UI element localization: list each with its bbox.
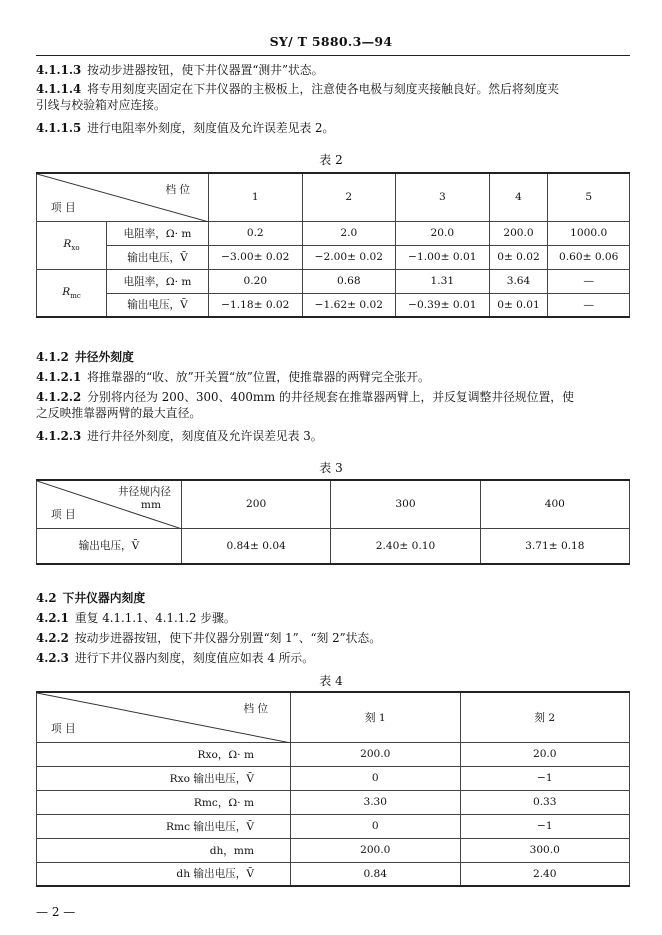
table-cell: 0.33 (460, 790, 630, 814)
section-4-1-2: 4.1.2 井径外刻度 (36, 350, 134, 364)
table3-caption: 表 3 (319, 461, 343, 475)
row-label: dh，mm (37, 838, 291, 862)
group-label-rxo: $R_{xo}$ (37, 221, 107, 269)
clause-4-2-2: 4.2.2 按动步进器按钮，使下井仪器分别置“刻 1”、“刻 2”状态。 (36, 631, 382, 645)
section-4-2: 4.2 下井仪器内刻度 (36, 591, 146, 605)
table-cell: 2.0 (302, 221, 396, 245)
gear-header: 4 (489, 173, 548, 221)
table-2 (36, 172, 630, 318)
table4-caption: 表 4 (319, 674, 343, 688)
table-cell: 0.84± 0.04 (182, 528, 331, 564)
row-label: 电阻率，Ω· m (107, 221, 209, 245)
table-cell: 20.0 (460, 742, 630, 766)
table-cell: 1.31 (396, 269, 490, 293)
diameter-header: 300 (331, 480, 480, 528)
table-cell: −1.18± 0.02 (209, 293, 303, 317)
table-cell: — (548, 293, 630, 317)
row-label: Rmc 输出电压，V̄ (37, 814, 291, 838)
clause-4-1-1-3: 4.1.1.3 按动步进器按钮，使下井仪器置“测井”状态。 (36, 63, 324, 77)
clause-4-1-2-2: 4.1.2.2 分别将内径为 200、300、400mm 的井径规套在推靠器两臂上，并反复调整井径规位置，使 之反映推靠器两臂的最大直径。 (36, 390, 574, 420)
table-cell: −2.00± 0.02 (302, 245, 396, 269)
table-cell: 0± 0.02 (489, 245, 548, 269)
table-cell: 300.0 (460, 838, 630, 862)
group-label-rmc: $R_{mc}$ (37, 269, 107, 317)
row-label: 输出电压，V̄ (107, 293, 209, 317)
table-cell: 0± 0.01 (489, 293, 548, 317)
clause-4-2-3: 4.2.3 进行下井仪器内刻度，刻度值应如表 4 所示。 (36, 651, 314, 665)
clause-4-1-1-4: 4.1.1.4 将专用刻度夹固定在下井仪器的主极板上，注意使各电极与刻度夹接触良好。然后将刻度夹 引线与校验箱对应连接。 (36, 82, 560, 112)
row-label: dh 输出电压，V̄ (37, 862, 291, 886)
table-cell: 1000.0 (548, 221, 630, 245)
row-label: 电阻率，Ω· m (107, 269, 209, 293)
table2-corner-cell: 档 位 项 目 (37, 173, 209, 221)
gear-header: 2 (302, 173, 396, 221)
table-cell: 0.60± 0.06 (548, 245, 630, 269)
clause-4-1-2-1: 4.1.2.1 将推靠器的“收、放”开关置“放”位置，使推靠器的两臂完全张开。 (36, 370, 430, 384)
gear-header: 5 (548, 173, 630, 221)
table-cell: 200.0 (489, 221, 548, 245)
row-label: 输出电压，V̄ (107, 245, 209, 269)
row-label: Rmc，Ω· m (37, 790, 291, 814)
page-header: SY/ T 5880.3—94 (269, 34, 393, 49)
table-cell: 0.68 (302, 269, 396, 293)
table2-caption: 表 2 (319, 153, 343, 167)
diameter-header: 200 (182, 480, 331, 528)
table-cell: 0.20 (209, 269, 303, 293)
table-cell: 200.0 (291, 742, 461, 766)
table-cell: 0.84 (291, 862, 461, 886)
table-cell: −1.62± 0.02 (302, 293, 396, 317)
table-cell: 3.71± 0.18 (480, 528, 629, 564)
table-cell: 200.0 (291, 838, 461, 862)
col-header: 刻 2 (460, 692, 630, 742)
page-number: — 2 — (36, 905, 76, 919)
table3-corner-cell: 井径规内径 mm 项 目 (37, 480, 182, 528)
table-cell: −1.00± 0.01 (396, 245, 490, 269)
table-3 (36, 479, 630, 565)
table-4 (36, 691, 630, 887)
header-rule (36, 55, 630, 56)
table-cell: 0.2 (209, 221, 303, 245)
row-label: 输出电压，V̄ (37, 528, 182, 564)
row-label: Rxo 输出电压，V̄ (37, 766, 291, 790)
table-cell: 2.40 (460, 862, 630, 886)
table-cell: 0 (291, 814, 461, 838)
table-cell: −1 (460, 766, 630, 790)
gear-header: 3 (396, 173, 490, 221)
table-cell: −1 (460, 814, 630, 838)
table-cell: 3.30 (291, 790, 461, 814)
clause-4-2-1: 4.2.1 重复 4.1.1.1、4.1.1.2 步骤。 (36, 611, 236, 625)
diameter-header: 400 (480, 480, 629, 528)
table-cell: 0 (291, 766, 461, 790)
table-cell: — (548, 269, 630, 293)
row-label: Rxo，Ω· m (37, 742, 291, 766)
table-cell: −0.39± 0.01 (396, 293, 490, 317)
gear-header: 1 (209, 173, 303, 221)
clause-4-1-1-5: 4.1.1.5 进行电阻率外刻度，刻度值及允许误差见表 2。 (36, 121, 335, 135)
table-cell: 2.40± 0.10 (331, 528, 480, 564)
table4-corner-cell: 档 位 项 目 (37, 692, 291, 742)
table-cell: −3.00± 0.02 (209, 245, 303, 269)
table-cell: 3.64 (489, 269, 548, 293)
table-cell: 20.0 (396, 221, 490, 245)
clause-4-1-2-3: 4.1.2.3 进行井径外刻度，刻度值及允许误差见表 3。 (36, 429, 323, 443)
col-header: 刻 1 (291, 692, 461, 742)
